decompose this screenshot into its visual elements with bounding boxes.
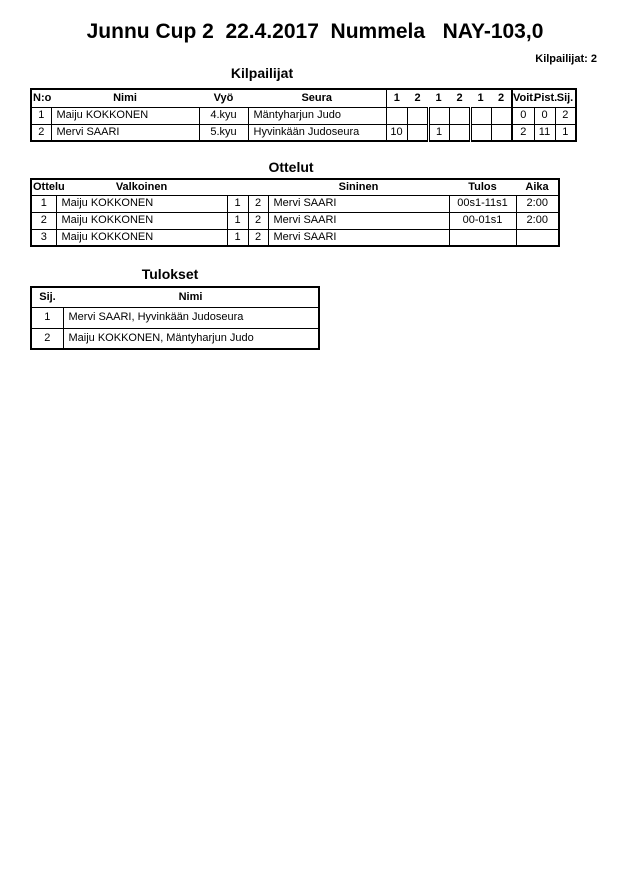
cell-match-no: 1 [31, 195, 56, 212]
cell-white-name: Maiju KOKKONEN [56, 229, 227, 246]
cell-score [470, 124, 491, 141]
col-header-score-6: 2 [491, 89, 512, 107]
cell-white-name: Maiju KOKKONEN [56, 195, 227, 212]
cell-score [407, 124, 428, 141]
col-header-pist: Pist. [534, 89, 555, 107]
cell-no: 1 [31, 107, 51, 124]
cell-white-score: 1 [227, 212, 248, 229]
cell-white-score: 1 [227, 229, 248, 246]
col-header-vyo: Vyö [199, 89, 248, 107]
col-header-ottelu: Ottelu [31, 179, 56, 195]
cell-result-name: Mervi SAARI, Hyvinkään Judoseura [63, 307, 319, 328]
section-heading-kilpailijat: Kilpailijat [230, 65, 294, 81]
cell-sij: 1 [555, 124, 576, 141]
cell-blue-score: 2 [248, 212, 268, 229]
col-header-nimi: Nimi [63, 287, 319, 307]
col-header-spacer [227, 179, 248, 195]
competitor-row [31, 124, 576, 141]
cell-score [449, 107, 470, 124]
cell-score [428, 107, 449, 124]
col-header-score-3: 1 [428, 89, 449, 107]
result-row [31, 328, 319, 349]
cell-score [491, 124, 512, 141]
match-row [31, 229, 559, 246]
cell-pist: 11 [534, 124, 555, 141]
cell-time [516, 229, 559, 246]
cell-pist: 0 [534, 107, 555, 124]
col-header-aika: Aika [516, 179, 559, 195]
cell-vyo: 5.kyu [199, 124, 248, 141]
cell-white-name: Maiju KOKKONEN [56, 212, 227, 229]
cell-blue-name: Mervi SAARI [268, 212, 449, 229]
col-header-sij: Sij. [555, 89, 576, 107]
col-header-score-5: 1 [470, 89, 491, 107]
col-header-score-4: 2 [449, 89, 470, 107]
cell-time: 2:00 [516, 212, 559, 229]
ottelut-table [30, 178, 560, 247]
cell-voit: 2 [512, 124, 534, 141]
col-header-nimi: Nimi [51, 89, 199, 107]
col-header-score-1: 1 [386, 89, 407, 107]
kilpailijat-header-row [31, 89, 576, 107]
cell-nimi: Mervi SAARI [51, 124, 199, 141]
result-row [31, 307, 319, 328]
cell-score [449, 124, 470, 141]
cell-time: 2:00 [516, 195, 559, 212]
page-title: Junnu Cup 2 22.4.2017 Nummela NAY-103,0 [86, 20, 544, 43]
cell-score [491, 107, 512, 124]
cell-result-name: Maiju KOKKONEN, Mäntyharjun Judo [63, 328, 319, 349]
cell-result: 00-01s1 [449, 212, 516, 229]
competitor-count-label: Kilpailijat: 2 [535, 53, 597, 65]
cell-white-score: 1 [227, 195, 248, 212]
col-header-sininen: Sininen [268, 179, 449, 195]
col-header-no: N:o [31, 89, 51, 107]
cell-score [470, 107, 491, 124]
cell-match-no: 2 [31, 212, 56, 229]
cell-sij: 2 [555, 107, 576, 124]
cell-score: 1 [428, 124, 449, 141]
cell-no: 2 [31, 124, 51, 141]
cell-result [449, 229, 516, 246]
cell-score [407, 107, 428, 124]
cell-score [386, 107, 407, 124]
tulokset-table [30, 286, 320, 350]
match-row [31, 212, 559, 229]
col-header-score-2: 2 [407, 89, 428, 107]
cell-blue-name: Mervi SAARI [268, 195, 449, 212]
cell-result: 00s1-11s1 [449, 195, 516, 212]
cell-blue-score: 2 [248, 195, 268, 212]
col-header-spacer [248, 179, 268, 195]
col-header-voit: Voit. [512, 89, 534, 107]
cell-score: 10 [386, 124, 407, 141]
cell-seura: Mäntyharjun Judo [248, 107, 386, 124]
cell-placement: 2 [31, 328, 63, 349]
section-heading-ottelut: Ottelut [268, 159, 314, 175]
cell-blue-score: 2 [248, 229, 268, 246]
col-header-valkoinen: Valkoinen [56, 179, 227, 195]
cell-blue-name: Mervi SAARI [268, 229, 449, 246]
ottelut-header-row [31, 179, 559, 195]
cell-vyo: 4.kyu [199, 107, 248, 124]
match-row [31, 195, 559, 212]
competitor-row [31, 107, 576, 124]
cell-nimi: Maiju KOKKONEN [51, 107, 199, 124]
tulokset-header-row [31, 287, 319, 307]
col-header-seura: Seura [248, 89, 386, 107]
cell-match-no: 3 [31, 229, 56, 246]
section-heading-tulokset: Tulokset [141, 266, 199, 282]
col-header-tulos: Tulos [449, 179, 516, 195]
cell-seura: Hyvinkään Judoseura [248, 124, 386, 141]
cell-placement: 1 [31, 307, 63, 328]
cell-voit: 0 [512, 107, 534, 124]
col-header-sij: Sij. [31, 287, 63, 307]
kilpailijat-table [30, 88, 577, 142]
